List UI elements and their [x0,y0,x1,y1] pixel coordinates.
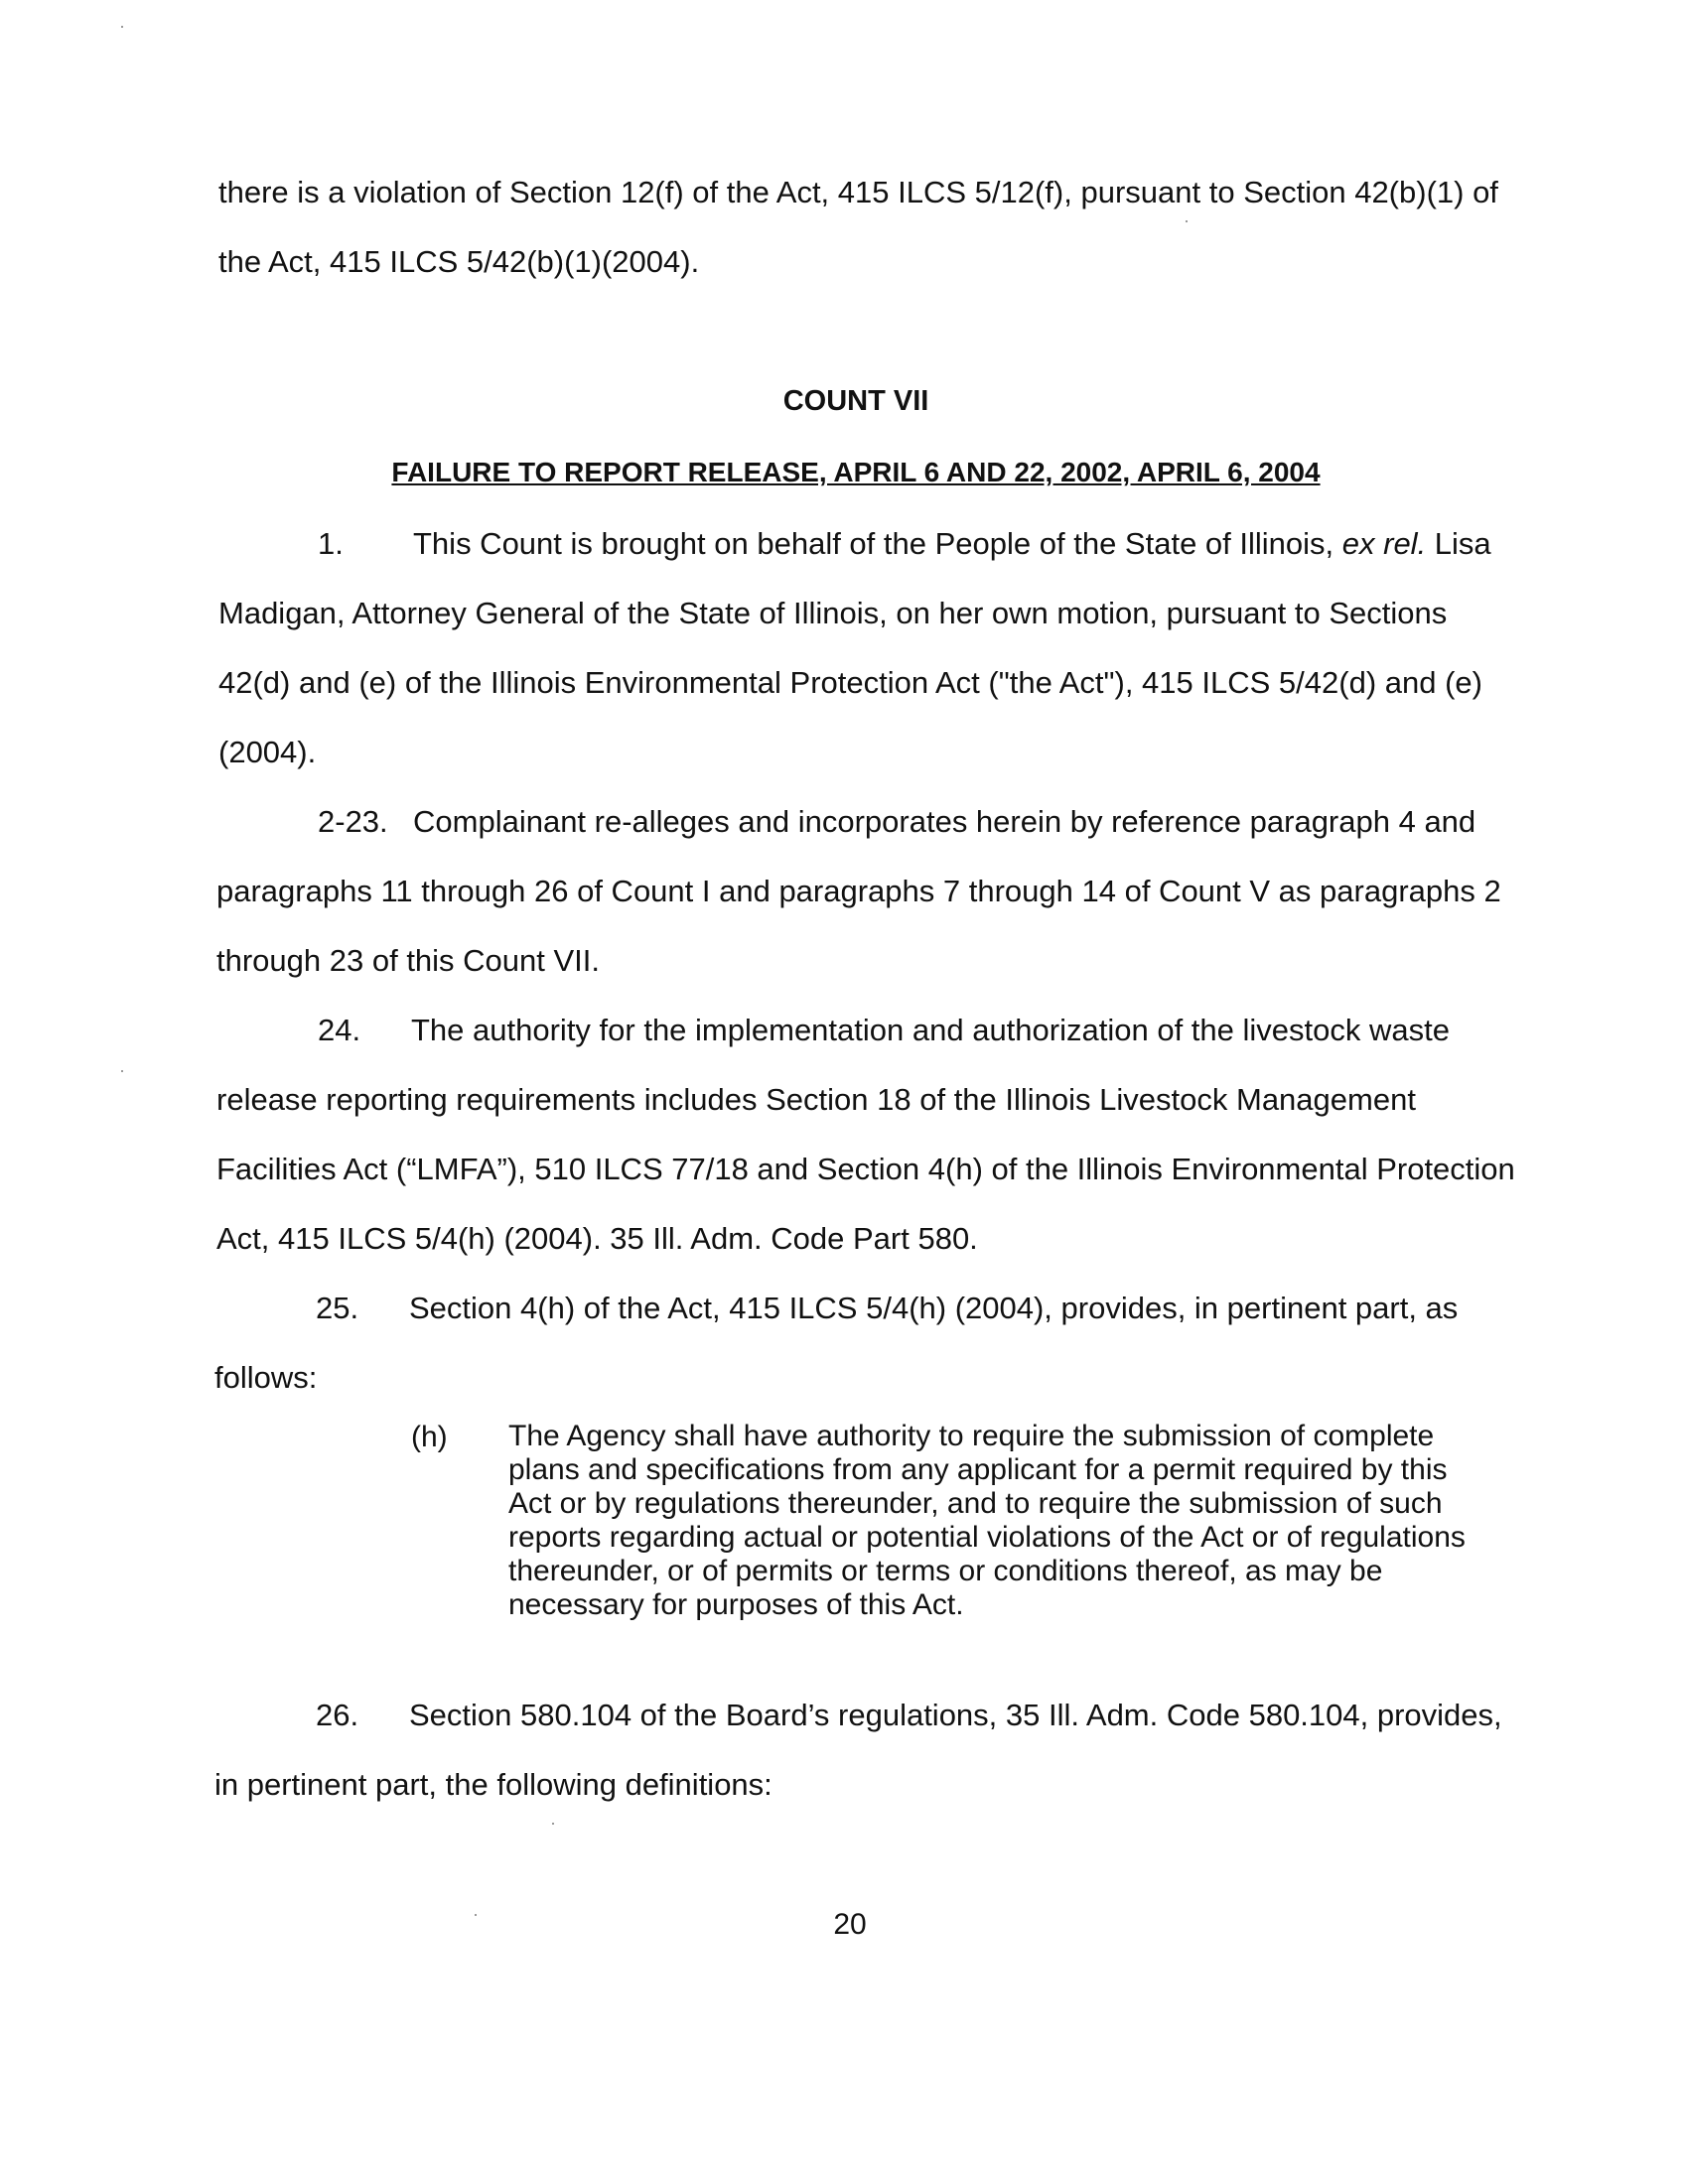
para-1-number: 1. [318,526,344,561]
para-25-line-2: follows: [214,1360,318,1395]
para-2-line-2: paragraphs 11 through 26 of Count I and paragraphs 7 through 14 of Count V as paragraphs 2 [216,874,1501,908]
para-1-line-1 [413,526,1491,562]
para-1-line-4: (2004). [218,735,317,769]
para-1-line-3: 42(d) and (e) of the Illinois Environmental Protection Act ("the Act"), 415 ILCS 5/42(d) and (e) [218,665,1482,700]
quote-line-1: The Agency shall have authority to require the submission of complete [508,1420,1435,1452]
para-1-line-2: Madigan, Attorney General of the State of Illinois, on her own motion, pursuant to Sections [218,596,1448,630]
para-24-line-3: Facilities Act (“LMFA”), 510 ILCS 77/18 and Section 4(h) of the Illinois Environmental Protection [216,1152,1515,1186]
para-1-line-1-tail: Lisa [1426,526,1491,561]
para-25-line-1: Section 4(h) of the Act, 415 ILCS 5/4(h) (2004), provides, in pertinent part, as [409,1291,1459,1325]
quote-line-5: thereunder, or of permits or terms or conditions thereof, as may be [508,1555,1383,1587]
para-24-number: 24. [318,1013,361,1047]
scan-speck [121,26,123,28]
count-title: COUNT VII [782,385,929,417]
intro-line-2: the Act, 415 ILCS 5/42(b)(1)(2004). [218,244,700,279]
para-2-line-1: Complainant re-alleges and incorporates herein by reference paragraph 4 and [413,804,1476,839]
count-subtitle: FAILURE TO REPORT RELEASE, APRIL 6 AND 22, 2002, APRIL 6, 2004 [391,457,1321,487]
para-1-ex-rel: ex rel. [1341,526,1427,561]
scan-speck [552,1823,554,1825]
page-number: 20 [833,1908,867,1941]
para-24-line-4: Act, 415 ILCS 5/4(h) (2004). 35 Ill. Adm. Code Part 580. [216,1221,978,1256]
scan-speck [121,1070,123,1072]
quote-line-6: necessary for purposes of this Act. [508,1588,964,1621]
quote-line-3: Act or by regulations thereunder, and to require the submission of such [508,1487,1443,1520]
quote-line-2: plans and specifications from any applicant for a permit required by this [508,1453,1448,1486]
para-26-number: 26. [316,1698,359,1732]
quote-label: (h) [411,1421,448,1453]
scan-speck [475,1914,477,1916]
para-2-line-3: through 23 of this Count VII. [216,943,601,978]
para-25-number: 25. [316,1291,359,1325]
para-26-line-2: in pertinent part, the following definitions: [214,1767,772,1802]
scan-speck [1186,220,1188,222]
para-24-line-1: The authority for the implementation and authorization of the livestock waste [411,1013,1450,1047]
quote-line-4: reports regarding actual or potential violations of the Act or of regulations [508,1521,1466,1554]
para-24-line-2: release reporting requirements includes Section 18 of the Illinois Livestock Management [216,1082,1416,1117]
para-26-line-1: Section 580.104 of the Board’s regulations, 35 Ill. Adm. Code 580.104, provides, [409,1698,1502,1732]
para-1-line-1-text: This Count is brought on behalf of the People of the State of Illinois, [413,526,1342,561]
para-2-number: 2-23. [318,804,388,839]
intro-line-1: there is a violation of Section 12(f) of the Act, 415 ILCS 5/12(f), pursuant to Section 42(b)(1) of [218,175,1498,209]
